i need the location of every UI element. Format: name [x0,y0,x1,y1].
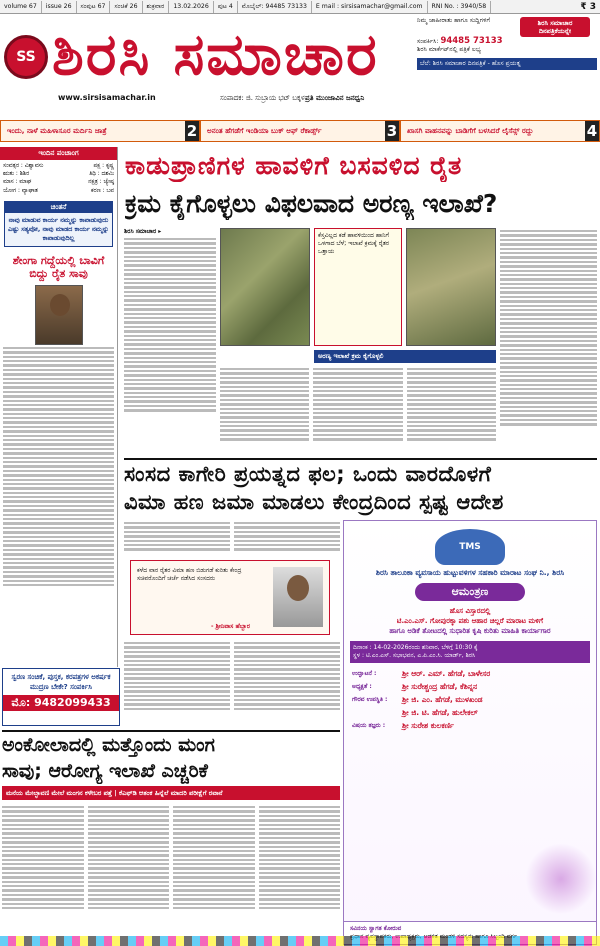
teaser-2[interactable] [200,120,400,142]
masthead [0,15,600,115]
ad-phone: 94485 73133 [440,36,503,46]
rni-number: RNI No. : 3940/58 [428,1,492,13]
panchang-cell: ಪಕ್ಷ : ಕೃಷ್ಣ [93,163,114,169]
side-story-headline[interactable]: ಶೇಂಗಾ ಗದ್ದೆಯಲ್ಲಿ ಬಾವಿಗೆ ಬಿದ್ದು ರೈತ ಸಾವು [12,253,105,280]
left-column [0,147,118,667]
teaser-text: ಖಾಸಗಿ ವಾಹನವನ್ನು ಬಾಡಿಗೆಗೆ ಬಳಸಿದರೆ ಲೈಸೆನ್ಸ್ ರದ್ದು [407,126,534,135]
teaser-bar [0,120,600,142]
tms-invite-title: ಆಮಂತ್ರಣ [415,583,525,601]
panchang-cell: ಯೋಗ : ವ್ಯಾಘಾತ [3,187,38,194]
email: E mail : sirsisamachar@gmail.com [312,1,428,13]
role-key: ವಿಷಯ ತಜ್ಞರು : [352,722,386,729]
role-key: ಗೌರವ ಉಪಸ್ಥಿತಿ : [352,696,388,703]
weekday: ಶುಕ್ರವಾರ [143,1,170,13]
ad-line-2: ಸಂಪರ್ಕಿಸಿ: [417,38,439,45]
mp-quote-signature: - ಶ್ರೀನಿವಾಸ ಹೆಬ್ಬಾರ [211,623,250,630]
tms-role [344,668,596,681]
dateline: ಶಿರಸಿ ಸಮಾಚಾರ ▸ [124,228,162,235]
panchang-title: ಇಂದಿನ ಪಂಚಾಂಗ [0,147,117,160]
ad-line-3: ಶಿರಸಿ ಮಾರ್ಕೆಟ್‌ನಲ್ಲಿ ಪತ್ರಿಕೆ ಲಭ್ಯ [417,46,481,53]
tms-date-venue [350,641,590,663]
lead-story-column-1 [124,228,216,414]
info-strip [0,0,600,14]
teaser-page-number: 2 [186,122,198,140]
chintane-box [4,201,113,247]
tms-role [344,681,596,694]
color-registration-bar [0,936,600,946]
chintane-title: ಚಿಂತನೆ [5,202,112,213]
role-value: ಶ್ರೀ ಸುರೇಶ್ಚಂದ್ರ ಹೆಗಡೆ, ಕೆಶಿನ್ನನ [402,682,478,691]
teaser-text: ಇಂದು, ನಾಳೆ ಮಹಿಳಾಸೂರ ಮರ್ದಿನಿ ಜಾತ್ರೆ [7,126,107,135]
lead-story-column-4 [500,228,597,428]
panchang-cell: ಕರಣ : ಬವ [90,187,114,194]
printing-ad [2,668,120,726]
role-value: ಶ್ರೀ ಆರ್. ಎಮ್. ಹೆಗಡೆ, ಬಾಳೇಸರ [402,669,491,678]
chintane-text: ನಾವು ಮಾಡುವ ಕಾರ್ಯ ನಮ್ಮನ್ನು ಕಾಪಾಡುವುದು ಎಷ್ಟು ಸತ್ಯವೋ, ನಾವು ಮಾಡದ ಕಾರ್ಯ ನಮ್ಮನ್ನು ಕಾಪಾಡುವುದಿಲ್ಲ [8,215,109,242]
issue: issue 26 [42,1,77,13]
third-story-body [2,804,340,930]
tms-invitation-ad [343,520,597,945]
lead-subheadline[interactable]: ಕ್ರಮ ಕೈಗೊಳ್ಳಲು ವಿಫಲವಾದ ಅರಣ್ಯ ಇಲಾಖೆ? [125,189,498,218]
teaser-3[interactable] [400,120,600,142]
volume: volume 67 [0,1,42,13]
ad-line-1: ನಿಮ್ಮ ಜಾಹೀರಾತು ಹಾಗೂ ಸುದ್ದಿಗಳಿಗೆ [417,17,491,24]
tms-footer-title: ಸವಿನಯ ಸ್ವಾಗತ ಕೋರುವ [350,925,402,932]
flower-decoration-icon [526,844,596,914]
lead-story [124,228,597,453]
price: ₹ 3 [580,1,596,12]
panchang-cell: ಮಾಸ : ಮಾಘ [3,179,32,186]
farmer-photo [35,285,83,345]
role-key: ಅಧ್ಯಕ್ಷತೆ : [352,683,372,690]
crop-photo-1 [220,228,310,346]
third-story-subheading: ಮನೆಯ ಮೇಲ್ಛಾವಣಿ ಮೇಲೆ ಮಂಗನ ಕಳೇಬರ ಪತ್ತೆ | ಕೆಎಫ್‌ಡಿ ಆತಂಕ ಹಿನ್ನೆಲೆ ಮಾದರಿ ಪರೀಕ್ಷೆಗೆ ರವಾನೆ [2,786,340,800]
website-link[interactable]: www.sirsisamachar.in [58,93,156,102]
issue-date: 13.02.2026 [169,1,213,13]
tms-org-name: ಶಿರಸಿ ತಾಲೂಕಾ ವ್ಯವಸಾಯ ಹುಟ್ಟುವಳಿಗಳ ಸಹಕಾರಿ ಮಾರಾಟ ಸಂಘ ನಿ., ಶಿರಸಿ [375,568,565,577]
panchang-cell: ಋತು : ಶಿಶಿರ [3,171,30,178]
lead-story-body [220,366,496,450]
editor-credit: ಸಂಪಾದಕ: ಜಿ. ಸುಬ್ರಾಯ ಭಟ್ ಬಕ್ಕಳ [220,94,305,102]
teaser-page-number: 4 [586,122,598,140]
masthead-ad [417,17,597,112]
ad-red-box: ಶಿರಸಿ ಸಮಾಚಾರ ದಿನಪತ್ರಿಕೆಯನ್ನೇ [520,17,590,37]
panchang-cell: ಸಂವತ್ಸರ : ವಿಶ್ವಾವಸು [3,163,44,169]
printing-ad-phone[interactable]: ಮೊ: 9482099433 [3,695,119,711]
panchang [0,160,117,197]
mobile-number: ಮೊಬೈಲ್: 94485 73133 [238,1,312,13]
tms-date: ದಿನಾಂಕ : 14-02-2026ರಂದು ಶನಿವಾರ, ಬೆಳಿಗ್ಗೆ 10:30 ಕ್ಕೆ [353,644,478,651]
panchang-cell: ತಿಥಿ : ದಶಮಿ [89,171,114,178]
printing-ad-text: ಸ್ವರಣ ಸಂಚಿಕೆ, ಪುಸ್ತಕ, ಕರಪತ್ರಗಳ ಅಕರ್ಷಕ ಮುದ್ರಣ ಬೇಕೇ? ಸಂಪರ್ಕಿಸಿ [11,673,111,691]
sanchike: ಸಂಚಿಕೆ 26 [110,1,142,13]
crop-photo-2 [406,228,496,346]
third-headline-line-1: ಅಂಕೋಲಾದಲ್ಲಿ ಮತ್ತೊಂದು ಮಂಗ [2,734,215,756]
tms-logo-icon: TMS [435,529,505,565]
teaser-text: ಅನಂತ ಹೆಗಡೆಗೆ ಇಂಡಿಯಾ ಬುಕ್ ಆಫ್ ರೆಕಾರ್ಡ್ಸ್ [207,126,322,135]
third-headline[interactable] [2,730,340,784]
newspaper-title: ಶಿರಸಿ ಸಮಾಚಾರ [52,20,379,88]
photo-label: ಅರಣ್ಯ ಇಲಾಖೆ ಕ್ರಮ ಕೈಗೊಳ್ಳಲಿ [314,350,496,363]
role-key: ಉದ್ಘಾಟನೆ : [352,670,377,677]
role-value: ಶ್ರೀ ಜಿ. ಎಂ. ಹೆಗಡೆ, ಮುಳಖಂಡ [402,695,483,704]
mp-photo [273,567,323,627]
second-story [124,520,340,725]
second-headline[interactable] [124,458,597,516]
tms-role [344,720,596,733]
mp-quote-box [130,560,330,635]
role-value: ಶ್ರೀ ಜಿ. ಟಿ. ಹೆಗಡೆ, ಹುಲೇಕಲ್ [402,708,478,717]
ad-blue-box: ಬೆಲೆ: ಶಿರಸಿ ಸಮಾಚಾರ ದಿನಪತ್ರಿಕೆ - ಹೊಸ ಪ್ರಯತ್ನ [417,58,597,70]
photo-caption: ಕೆಸ್ತವಿಲ್ಲದ ಕಡೆ ಹಾವಳಿಯಿಂದ ಹಾನಿಗೆ ಒಳಗಾದ ಬೆಳೆ; ಇಲಾಖೆ ಕ್ರಮಕ್ಕೆ ರೈತರ ಒತ್ತಾಯ [314,228,402,346]
role-value: ಶ್ರೀ ಸುರೇಶ ಕುಲಕರ್ಣಿ [402,721,454,730]
lead-headline[interactable]: ಕಾಡುಪ್ರಾಣಿಗಳ ಹಾವಳಿಗೆ ಬಸವಳಿದ ರೈತ [125,151,463,180]
tms-event-line-2: ಟಿ.ಎಂ.ಎಸ್. ಗೋಪುರಕ್ಕಾ ಪಶು ಆಹಾರ ಚಿಲ್ಲರೆ ಮಾರಾಟ ಮಳಿಗೆ [396,617,544,625]
side-story-body [0,347,117,586]
teaser-1[interactable] [0,120,200,142]
teaser-page-number: 3 [386,122,398,140]
tagline: ಪ್ರತಿ ಮುಂಜಾವಿನ ಜನಧ್ವನಿ [305,94,365,102]
second-headline-line-1: ಸಂಸದ ಕಾಗೇರಿ ಪ್ರಯತ್ನದ ಫಲ; ಒಂದು ವಾರದೊಳಗೆ [124,462,492,486]
newspaper-logo-icon: SS [4,35,48,79]
tms-event-line-1: ಹೊಸ ವಿಸ್ತಾರದಲ್ಲಿ [449,607,491,615]
page-count: ಪುಟ 4 [214,1,238,13]
tms-role [344,707,596,720]
mp-quote-text: ಕಳೆದ ವಾರ ರೈತರ ವಿಮಾ ಹಣ ಬಿಡುಗಡೆ ಕುರಿತು ಕೇಂದ್ರ ಸಚಿವರೊಂದಿಗೆ ಚರ್ಚೆ ನಡೆಸಿದ ಸಂಸದರು [137,567,242,582]
tms-venue: ಸ್ಥಳ : ಟಿ.ಎಂ.ಎಸ್. ಸಭಾಭವನ, ಎ.ಪಿ.ಎಂ.ಸಿ. ಯಾರ್ಡ್, ಶಿರಸಿ [353,652,476,659]
panchang-cell: ನಕ್ಷತ್ರ : ಜ್ಯೇಷ್ಠ [88,179,114,186]
samputa: ಸಂಪುಟ 67 [77,1,111,13]
tms-event-line-3: ಹಾಗೂ ಅಡಿಕೆ ತೋಟದಲ್ಲಿ ಸುಧಾರಿತ ಕೃಷಿ ಕುರಿತು ಮಾಹಿತಿ ಕಾರ್ಯಾಗಾರ [389,627,551,635]
second-headline-line-2: ವಿಮಾ ಹಣ ಜಮಾ ಮಾಡಲು ಕೇಂದ್ರದಿಂದ ಸ್ಪಷ್ಟ ಆದೇಶ [124,490,504,514]
tms-role [344,694,596,707]
third-headline-line-2: ಸಾವು; ಆರೋಗ್ಯ ಇಲಾಖೆ ಎಚ್ಚರಿಕೆ [2,760,208,782]
